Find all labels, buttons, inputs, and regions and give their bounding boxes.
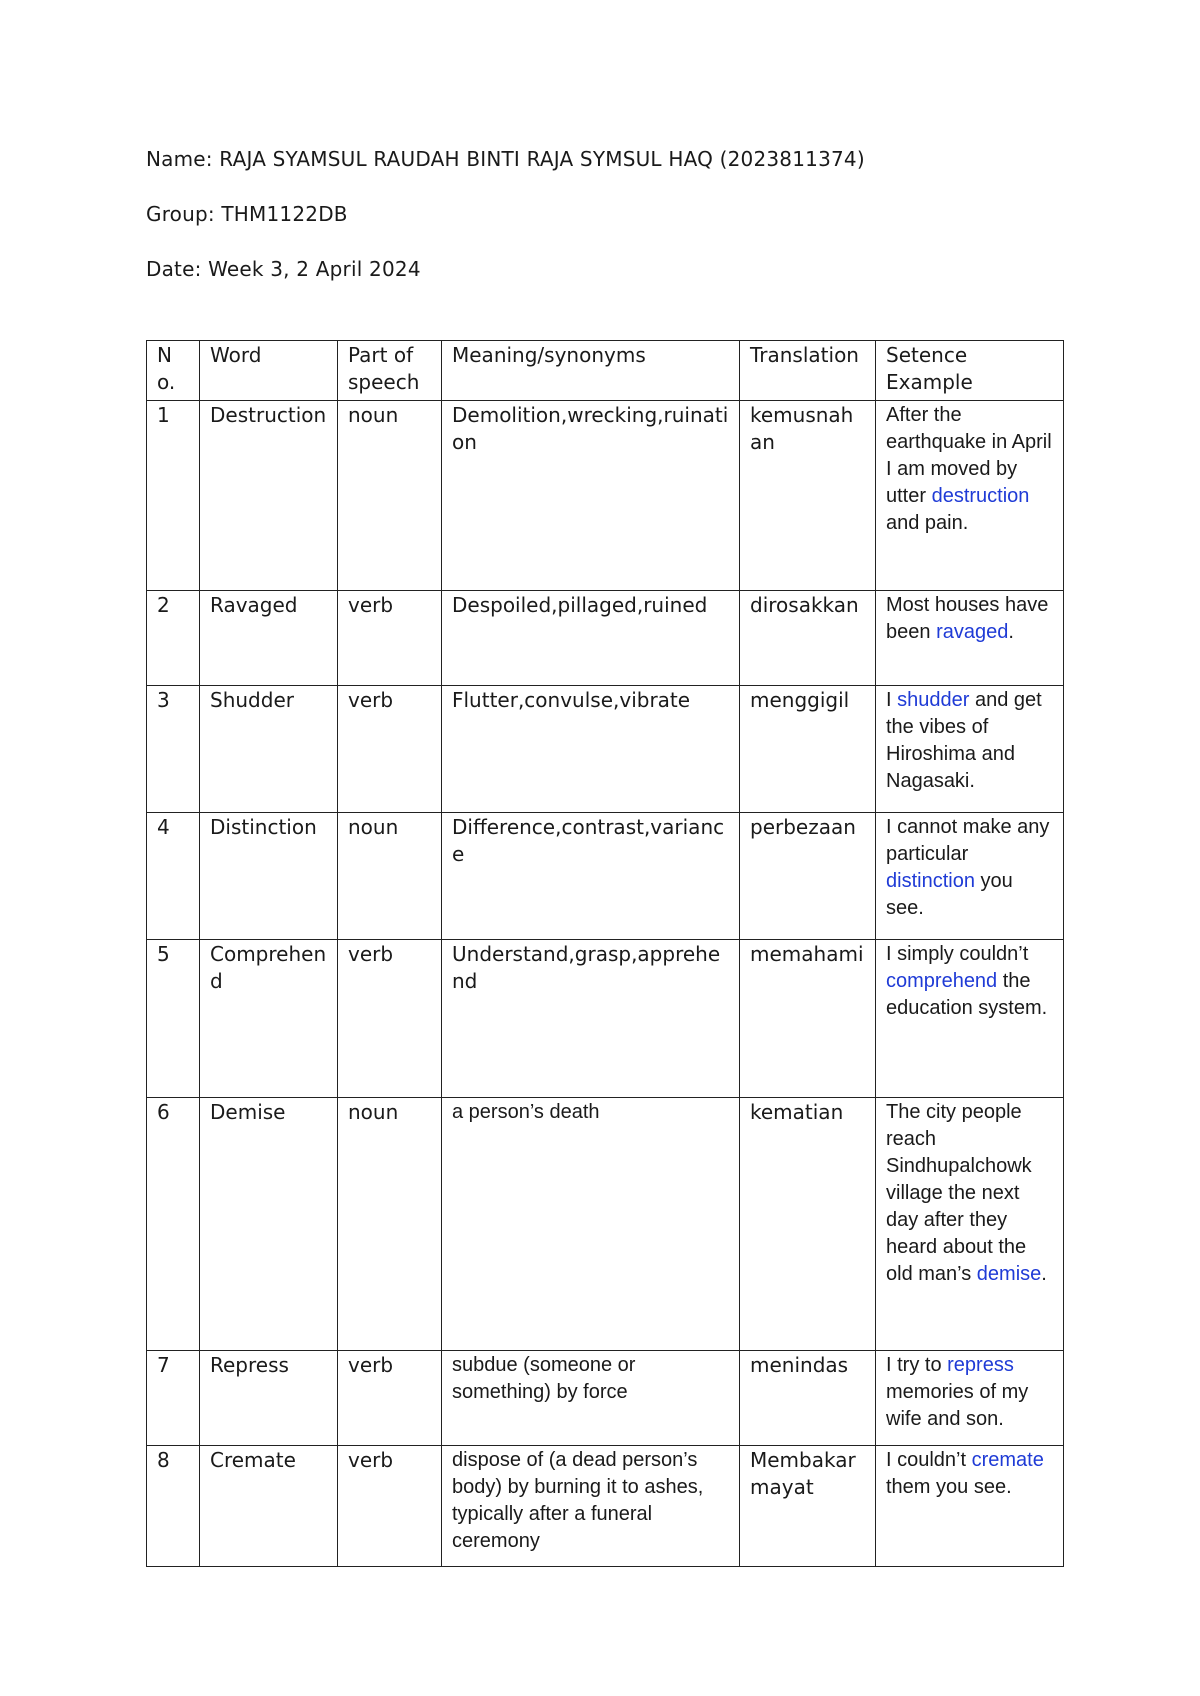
meaning-cell: a person’s death [442, 1098, 740, 1351]
translation-cell: dirosakkan [740, 591, 876, 686]
column-header-no: No. [147, 341, 200, 401]
sentence-example-cell [876, 401, 1064, 591]
column-header-part-of-speech: Part of speech [338, 341, 442, 401]
student-name-line: Name: RAJA SYAMSUL RAUDAH BINTI RAJA SYMSUL HAQ (2023811374) [146, 147, 865, 171]
sentence-example-cell [876, 1351, 1064, 1446]
table-row [147, 940, 1064, 1098]
row-number: 6 [147, 1098, 200, 1351]
sentence-text: memories of my wife and son. [886, 1381, 1029, 1430]
part-of-speech-cell: verb [338, 686, 442, 813]
column-header-word: Word [200, 341, 338, 401]
sentence-keyword: demise [976, 1263, 1042, 1285]
table-row [147, 1351, 1064, 1446]
date-line: Date: Week 3, 2 April 2024 [146, 257, 421, 281]
word-cell: Distinction [200, 813, 338, 940]
sentence-keyword: comprehend [886, 970, 998, 992]
translation-cell: menggigil [740, 686, 876, 813]
translation-cell: kematian [740, 1098, 876, 1351]
sentence-text: I try to [886, 1354, 948, 1376]
word-cell: Destruction [200, 401, 338, 591]
word-cell: Comprehend [200, 940, 338, 1098]
meaning-cell: Understand,grasp,apprehend [442, 940, 740, 1098]
sentence-text: and get the vibes of Hiroshima and Nagasaki. [886, 689, 1042, 792]
sentence-text: The city people reach Sindhupalchowk village the next day after they heard about the old man’s [886, 1101, 1032, 1285]
sentence-keyword: destruction [931, 485, 1030, 507]
part-of-speech-cell: verb [338, 591, 442, 686]
table-row [147, 1098, 1064, 1351]
sentence-example-cell [876, 940, 1064, 1098]
word-cell: Shudder [200, 686, 338, 813]
meaning-cell: Demolition,wrecking,ruination [442, 401, 740, 591]
vocabulary-table [146, 340, 1064, 1567]
sentence-keyword: cremate [971, 1449, 1044, 1471]
meaning-cell: dispose of (a dead person’s body) by burning it to ashes, typically after a funeral ceremony [442, 1446, 740, 1567]
sentence-text: . [1008, 621, 1014, 643]
row-number: 3 [147, 686, 200, 813]
row-number: 1 [147, 401, 200, 591]
row-number: 8 [147, 1446, 200, 1567]
table-row [147, 686, 1064, 813]
word-cell: Cremate [200, 1446, 338, 1567]
sentence-example-cell [876, 813, 1064, 940]
sentence-text: I [886, 689, 898, 711]
meaning-cell: Difference,contrast,variance [442, 813, 740, 940]
sentence-keyword: shudder [897, 689, 970, 711]
part-of-speech-cell: noun [338, 813, 442, 940]
sentence-text: and pain. [886, 512, 969, 534]
sentence-example-cell [876, 1446, 1064, 1567]
table-header-row [147, 341, 1064, 401]
part-of-speech-cell: noun [338, 401, 442, 591]
translation-cell: menindas [740, 1351, 876, 1446]
part-of-speech-cell: noun [338, 1098, 442, 1351]
sentence-keyword: ravaged [936, 621, 1009, 643]
column-header-translation: Translation [740, 341, 876, 401]
translation-cell: perbezaan [740, 813, 876, 940]
table-row [147, 813, 1064, 940]
sentence-example-cell [876, 1098, 1064, 1351]
row-number: 2 [147, 591, 200, 686]
row-number: 4 [147, 813, 200, 940]
sentence-example-cell [876, 591, 1064, 686]
meaning-cell: Flutter,convulse,vibrate [442, 686, 740, 813]
translation-cell: memahami [740, 940, 876, 1098]
word-cell: Repress [200, 1351, 338, 1446]
table-row [147, 401, 1064, 591]
group-line: Group: THM1122DB [146, 202, 348, 226]
part-of-speech-cell: verb [338, 940, 442, 1098]
column-header-sentence-example: Setence Example [876, 341, 1064, 401]
translation-cell: Membakar mayat [740, 1446, 876, 1567]
sentence-text: I couldn’t [886, 1449, 972, 1471]
word-cell: Demise [200, 1098, 338, 1351]
sentence-text: the education system. [886, 970, 1048, 1019]
translation-cell: kemusnahan [740, 401, 876, 591]
word-cell: Ravaged [200, 591, 338, 686]
sentence-text: . [1041, 1263, 1047, 1285]
sentence-text: After the earthquake in April I am moved by utter [886, 404, 1052, 507]
row-number: 7 [147, 1351, 200, 1446]
meaning-cell: Despoiled,pillaged,ruined [442, 591, 740, 686]
row-number: 5 [147, 940, 200, 1098]
table-row [147, 591, 1064, 686]
sentence-text: Most houses have been [886, 594, 1049, 643]
sentence-text: them you see. [886, 1476, 1012, 1498]
sentence-example-cell [876, 686, 1064, 813]
column-header-meaning: Meaning/synonyms [442, 341, 740, 401]
table-row [147, 1446, 1064, 1567]
sentence-text: I cannot make any particular [886, 816, 1050, 865]
meaning-cell: subdue (someone or something) by force [442, 1351, 740, 1446]
sentence-keyword: repress [947, 1354, 1014, 1376]
sentence-text: you see. [886, 870, 1013, 919]
sentence-text: I simply couldn’t [886, 943, 1029, 965]
part-of-speech-cell: verb [338, 1351, 442, 1446]
sentence-keyword: distinction [886, 870, 975, 892]
part-of-speech-cell: verb [338, 1446, 442, 1567]
